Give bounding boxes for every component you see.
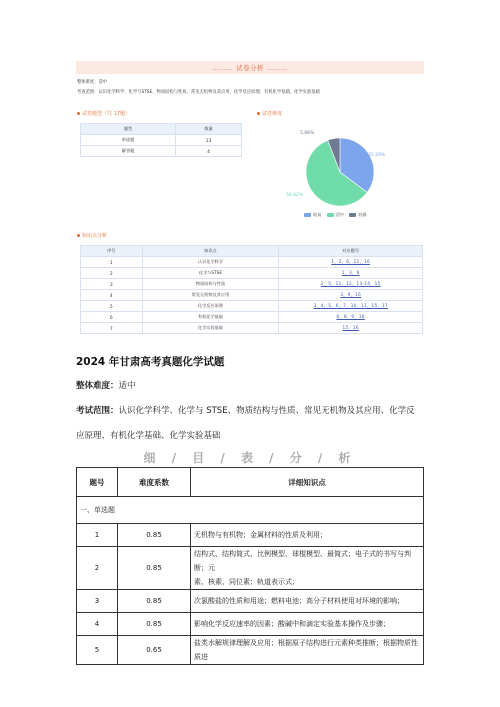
analysis-banner — [76, 61, 424, 74]
row-knowledge-points — [191, 547, 424, 590]
knowledge-point-line: 无机物与有机物；金属材料的性质及利用； — [194, 531, 327, 539]
row-number: 1 — [77, 524, 118, 547]
section-bullet-icon — [257, 112, 260, 115]
analysis-difficulty: 整体难度：适中 — [77, 80, 108, 85]
pie-value-label: 35.29% — [368, 153, 386, 158]
knowledge-table — [80, 245, 423, 334]
kp-header-no: 序号 — [81, 246, 143, 257]
analysis-banner-text: ……… 试卷分析 ……… — [212, 64, 288, 72]
knowledge-point-line: 次氯酸盐的性质和用途；燃料电池；高分子材料使用对环境的影响； — [194, 597, 404, 605]
knowledge-point-line: 素、核素、同位素；轨道表示式； — [194, 578, 299, 586]
dt-header-no: 题号 — [77, 468, 118, 497]
row-knowledge-points — [191, 636, 424, 665]
legend-swatch-medium — [327, 213, 334, 217]
table-row — [77, 524, 424, 547]
table-row — [81, 290, 423, 301]
kp-header-questions: 对应题号 — [279, 246, 423, 257]
pie-value-label: 5.88% — [300, 131, 315, 136]
row-number: 3 — [77, 590, 118, 613]
legend-label: 较难 — [358, 212, 367, 217]
difficulty-value: 适中 — [118, 381, 136, 391]
row-knowledge-points — [191, 524, 424, 547]
kp-question-links[interactable]: 6，8，9，18 — [279, 312, 423, 323]
table-row — [81, 279, 423, 290]
kp-question-links[interactable]: 1，3，8 — [279, 268, 423, 279]
dt-header-coef: 难度系数 — [118, 468, 191, 497]
question-types-table — [80, 123, 242, 157]
qt-header-type: 题型 — [81, 124, 176, 135]
kp-cell: 化学反应原理 — [142, 301, 279, 312]
kp-question-links[interactable]: 1，2，6，11，16 — [279, 257, 423, 268]
kp-cell: 3 — [81, 279, 143, 290]
kp-cell: 2 — [81, 268, 143, 279]
qt-cell: 单选题 — [81, 135, 176, 146]
pie-value-label: 58.82% — [286, 193, 304, 198]
kp-cell: 6 — [81, 312, 143, 323]
document-scope-line-2: 应原理、有机化学基础、化学实验基础 — [76, 431, 221, 441]
qt-cell: 4 — [176, 146, 242, 157]
document-difficulty — [76, 379, 136, 391]
difficulty-pie-chart — [280, 124, 400, 224]
analysis-scope: 考查范围：认识化学科学、化学与STSE、物质结构与性质、常见无机物及其应用、化学反应原理、有机化学基础、化学实验基础 — [77, 90, 320, 95]
qt-cell: 13 — [176, 135, 242, 146]
scope-line-1: 认识化学科学、化学与 STSE、物质结构与性质、常见无机物及其应用、化学反 — [118, 406, 415, 416]
kp-header-point: 知识点 — [142, 246, 279, 257]
section-single-choice: 一、单选题 — [77, 497, 424, 524]
kp-cell: 常见无机物及其应用 — [142, 290, 279, 301]
section-bullet-icon — [77, 234, 80, 237]
row-number: 5 — [77, 636, 118, 665]
section-row — [77, 497, 424, 524]
kp-question-links[interactable]: 3，9，16 — [279, 290, 423, 301]
row-knowledge-points — [191, 613, 424, 636]
document-title: 2024 年甘肃高考真题化学试题 — [76, 356, 225, 368]
qt-cell: 解答题 — [81, 146, 176, 157]
row-coefficient: 0.85 — [118, 590, 191, 613]
kp-cell: 5 — [81, 301, 143, 312]
row-knowledge-points — [191, 590, 424, 613]
document-scope — [76, 404, 415, 416]
table-row — [81, 301, 423, 312]
detail-table — [76, 467, 424, 665]
section-bullet-icon — [77, 112, 80, 115]
row-number: 4 — [77, 613, 118, 636]
table-row — [77, 613, 424, 636]
table-row — [81, 146, 242, 157]
kp-question-links[interactable]: 15，16 — [279, 323, 423, 334]
row-coefficient: 0.65 — [118, 636, 191, 665]
knowledge-point-line: 结构式、结构简式、比例模型、球棍模型、最简式；电子式的书写与判断；元 — [194, 550, 411, 572]
kp-cell: 化学实验基础 — [142, 323, 279, 334]
scope-label: 考试范围： — [76, 406, 119, 416]
table-row — [77, 547, 424, 590]
pie-legend — [300, 212, 367, 218]
row-number: 2 — [77, 547, 118, 590]
row-coefficient: 0.85 — [118, 613, 191, 636]
dt-header-points: 详细知识点 — [191, 468, 424, 497]
table-row — [77, 636, 424, 665]
table-row — [81, 135, 242, 146]
kp-cell: 认识化学科学 — [142, 257, 279, 268]
kp-cell: 有机化学基础 — [142, 312, 279, 323]
difficulty-label: 整体难度： — [76, 381, 119, 391]
qt-header-count: 数量 — [176, 124, 242, 135]
kp-cell: 物质结构与性质 — [142, 279, 279, 290]
legend-swatch-hard — [349, 213, 356, 217]
legend-swatch-easy — [304, 213, 311, 217]
legend-label: 较易 — [313, 212, 322, 217]
legend-label: 适中 — [335, 212, 345, 217]
table-row — [81, 312, 423, 323]
kp-cell: 4 — [81, 290, 143, 301]
difficulty-chart-title: 试卷难度 — [257, 110, 282, 117]
table-row — [81, 268, 423, 279]
table-row — [81, 323, 423, 334]
table-row — [81, 257, 423, 268]
question-types-title: 试卷题型（共 17题） — [77, 110, 130, 117]
row-coefficient: 0.85 — [118, 547, 191, 590]
kp-cell: 1 — [81, 257, 143, 268]
kp-question-links[interactable]: 3，4，5，6，7，10，11，15，17 — [279, 301, 423, 312]
knowledge-point-line: 盐类水解规律理解及应用；根据原子结构进行元素种类推断；根据物质性质进 — [194, 639, 418, 661]
kp-cell: 7 — [81, 323, 143, 334]
detail-heading: 细 / 目 / 表 / 分 / 析 — [143, 451, 357, 465]
row-coefficient: 0.85 — [118, 524, 191, 547]
table-row — [77, 590, 424, 613]
knowledge-point-line: 影响化学反应速率的因素；酸碱中和滴定实验基本操作及步骤； — [194, 620, 390, 628]
knowledge-title: 知识点分析 — [77, 232, 107, 239]
kp-question-links[interactable]: 2，5，11，12，13-14，15 — [279, 279, 423, 290]
kp-cell: 化学与STSE — [142, 268, 279, 279]
